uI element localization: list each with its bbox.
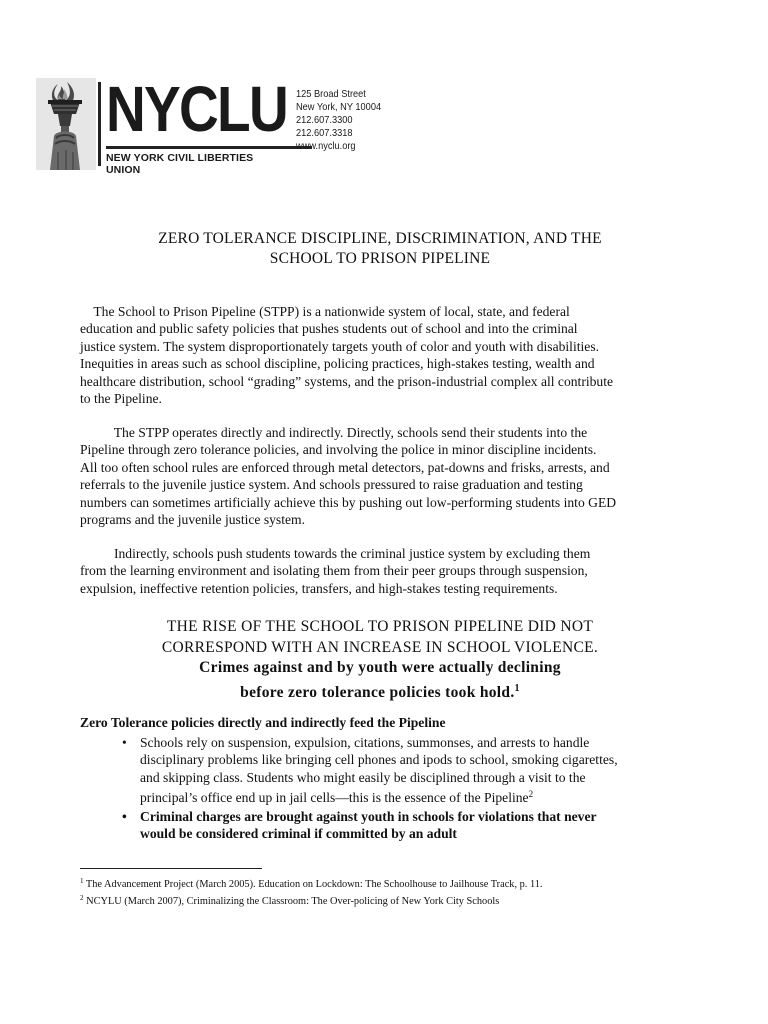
rise-line-4 — [80, 679, 680, 704]
list-item-line — [140, 786, 682, 806]
footnotes — [80, 874, 543, 908]
paragraph-line: The School to Prison Pipeline (STPP) is a nationwide system of local, state, and federal — [80, 304, 570, 319]
paragraph-line: justice system. The system disproportionately targets youth of color and youth with disabilities. — [80, 338, 600, 354]
paragraph-line: programs and the juvenile justice system. — [80, 512, 306, 528]
footnote-2 — [80, 891, 543, 908]
list-item — [122, 734, 682, 807]
paragraph-line: All too often school rules are enforced through metal detectors, pat-downs and frisks, arrests, and — [80, 459, 610, 475]
footnote-number: 1 — [80, 876, 84, 885]
paragraph-1 — [80, 303, 680, 407]
paragraph-line: numbers can sometimes artificially achieve this by pushing out low-performing students into GED — [80, 494, 617, 510]
title-line-2: SCHOOL TO PRISON PIPELINE — [269, 250, 491, 267]
paragraph-line: Inequities in areas such as school discipline, policing practices, high-stakes testing, wealth and — [80, 356, 595, 372]
section-heading: Zero Tolerance policies directly and indirectly feed the Pipeline — [80, 715, 446, 730]
list-item — [122, 808, 682, 843]
list-item-line: Criminal charges are brought against youth in schools for violations that never — [140, 808, 597, 824]
org-address — [296, 88, 381, 153]
footnote-number: 2 — [80, 893, 84, 902]
bullet-dot-icon: • — [122, 808, 127, 824]
title-line-1: ZERO TOLERANCE DISCIPLINE, DISCRIMINATION, AND THE — [158, 230, 602, 247]
rise-heading — [80, 617, 680, 703]
address-phone: 212.607.3300 — [296, 114, 353, 126]
paragraph-line: expulsion, ineffective retention policies, transfers, and high-stakes testing requirements. — [80, 580, 558, 596]
paragraph-line: from the learning environment and isolating them from their peer groups through suspension, — [80, 563, 588, 579]
rise-line-2: CORRESPOND WITH AN INCREASE IN SCHOOL VIOLENCE. — [161, 638, 599, 656]
address-website: www.nyclu.org — [296, 140, 356, 152]
footnote-ref-1: 1 — [514, 682, 520, 694]
address-street: 125 Broad Street — [296, 88, 366, 100]
footnote-ref-2: 2 — [528, 789, 534, 800]
logo-underline — [106, 146, 312, 149]
address-city: New York, NY 10004 — [296, 101, 382, 113]
document-title — [80, 229, 680, 269]
paragraph-2 — [80, 424, 680, 528]
footnote-1 — [80, 874, 543, 891]
list-item-line: and skipping class. Students who might easily be disciplined through a visit to the — [140, 769, 586, 785]
rise-line-3: Crimes against and by youth were actually declining — [199, 659, 561, 676]
list-item-line: Schools rely on suspension, expulsion, citations, summonses, and arrests to handle — [140, 735, 590, 750]
paragraph-line: The STPP operates directly and indirectly. Directly, schools send their students into the — [80, 425, 588, 440]
org-name: NEW YORK CIVIL LIBERTIES UNION — [106, 152, 254, 176]
rise-line-1: THE RISE OF THE SCHOOL TO PRISON PIPELINE DID NOT — [166, 618, 594, 635]
nyclu-logo — [36, 73, 287, 176]
bullet-list — [122, 734, 682, 842]
footnote-divider — [80, 868, 262, 869]
paragraph-line: to the Pipeline. — [80, 391, 162, 407]
address-fax: 212.607.3318 — [296, 127, 353, 139]
list-item-line-text: principal’s office end up in jail cells—this is the essence of the Pipeline — [140, 790, 529, 806]
footnote-text: NCYLU (March 2007), Criminalizing the Classroom: The Over-policing of New York City Schools — [83, 895, 500, 907]
footnote-text: The Advancement Project (March 2005). Education on Lockdown: The Schoolhouse to Jailhouse Track, p. 11. — [83, 878, 543, 890]
rise-line-4-text: before zero tolerance policies took hold. — [240, 683, 515, 701]
paragraph-line: Pipeline through zero tolerance policies, and involving the police in minor discipline incidents. — [80, 442, 597, 458]
statue-of-liberty-torch-icon — [36, 78, 96, 170]
paragraph-3 — [80, 545, 680, 597]
paragraph-line: referrals to the juvenile justice system. And schools pressured to raise graduation and testing — [80, 477, 583, 493]
paragraph-line: Indirectly, schools push students towards the criminal justice system by excluding them — [80, 546, 591, 561]
logo-divider — [98, 82, 101, 166]
bullet-dot-icon: • — [122, 735, 127, 750]
logo-wordmark: NYCLU — [106, 73, 287, 145]
paragraph-line: healthcare distribution, school “grading” systems, and the prison-industrial complex all contribute — [80, 373, 614, 389]
list-item-line: would be considered criminal if committed by an adult — [140, 826, 457, 842]
paragraph-line: education and public safety policies that pushes students out of school and into the criminal — [80, 321, 578, 337]
list-item-line: disciplinary problems like bringing cell phones and ipods to school, smoking cigarettes, — [140, 752, 618, 768]
